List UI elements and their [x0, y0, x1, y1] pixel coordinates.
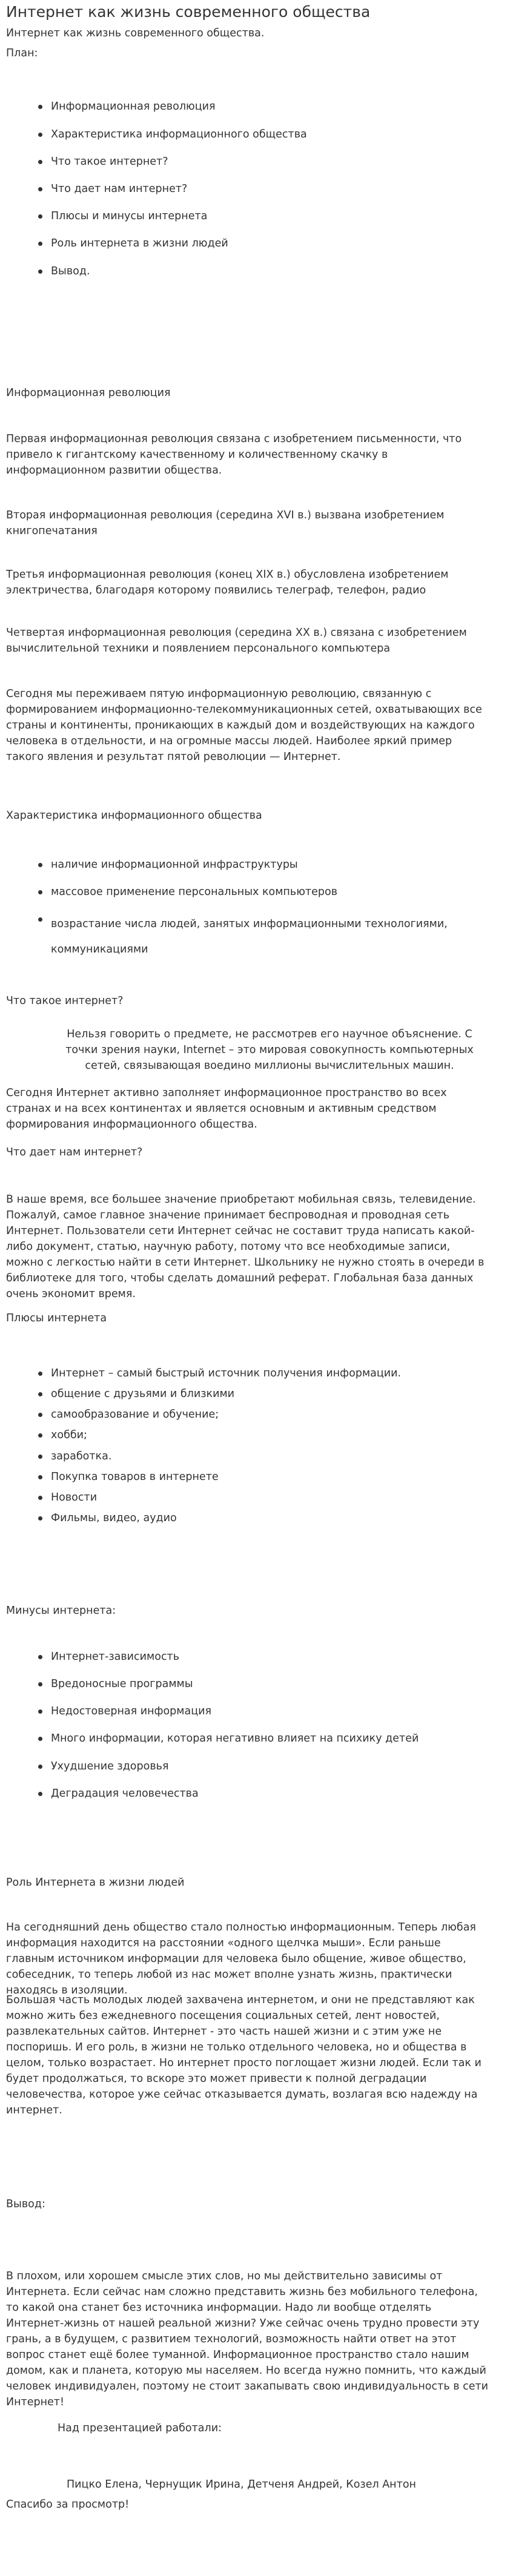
credits-names: Пицко Елена, Чернущик Ирина, Детченя Андрей, Козел Антон — [67, 2479, 416, 2491]
thanks-text: Спасибо за просмотр! — [6, 2498, 130, 2511]
paragraph: Сегодня мы переживаем пятую информационную революцию, связанную с формированием информационно-телекоммуникационных сетей, охватывающих все страны и континенты, проникающих в каждый дом и воздействующих на каждого человека в отдельности, и на огромные массы людей. Наиболее яркий пример такого явления и результат пятой революции — Интернет. — [6, 688, 482, 763]
paragraph: Вторая информационная революция (середина XVI в.) вызвана изобретением книгопечатания — [6, 509, 445, 537]
paragraph: На сегодняшний день общество стало полностью информационным. Теперь любая информация находится на расстоянии «одного щелчка мыши». Если раньше главным источником информации для человека было общение, живое общество, собеседник, то теперь любой из нас может вполне узнать жизнь, практически находясь в изоляции. — [6, 1921, 476, 1996]
paragraph: Первая информационная революция связана с изобретением письменности, что привело к гигантскому качественному и количественному скачку в информационном развитии общества. — [6, 433, 462, 477]
paragraph: Четвертая информационная революция (середина XX в.) связана с изобретением вычислительной техники и появлением персонального компьютера — [6, 627, 467, 655]
plan-item: Что дает нам интернет? — [51, 181, 499, 197]
list-item: наличие информационной инфраструктуры — [51, 857, 499, 873]
section-heading-characteristics: Характеристика информационного общества — [6, 810, 262, 822]
paragraph: Третья информационная революция (конец XIX в.) обусловлена изобретением электричества, благодаря которому появились телеграф, телефон, радио — [6, 569, 449, 596]
section-heading-cons: Минусы интернета: — [6, 1605, 116, 1617]
plan-item: Что такое интернет? — [51, 154, 499, 170]
paragraph: Сегодня Интернет активно заполняет информационное пространство во всех странах и на всех континентах и является основным и активным средством формирования информационного общества. — [6, 1087, 447, 1131]
credits-label: Над презентацией работали: — [58, 2422, 222, 2434]
section-heading-role: Роль Интернета в жизни людей — [6, 1877, 185, 1889]
paragraph: В наше время, все большее значение приобретают мобильная связь, телевидение. Пожалуй, самое главное значение принимает беспроводная и проводная сеть Интернет. Пользователи сети Интернет сейчас не составит труда написать какой-либо документ, статью, научную работу, потому что все необходимые записи, можно с легкостью найти в сети Интернет. Школьнику не нужно стоять в очереди в библиотеке для того, чтобы сделать домашний реферат. Глобальная база данных очень экономит время. — [6, 1194, 485, 1300]
plan-item: Роль интернета в жизни людей — [51, 236, 499, 251]
list-item: Фильмы, видео, аудио — [51, 1510, 499, 1526]
centered-paragraph: Нельзя говорить о предмете, не рассмотрев его научное объяснение. С точки зрения науки, Internet – это мировая совокупность компьютерных сетей, связывающая воедино миллионы вычислительных машин. — [65, 1028, 474, 1072]
list-item: массовое применение персональных компьютеров — [51, 884, 499, 900]
paragraph: Большая часть молодых людей захвачена интернетом, и они не представляют как можно жить без ежедневного посещения социальных сетей, лент новостей, развлекательных сайтов. Интернет - это часть нашей жизни и с этим уже не поспоришь. И его роль, в жизни не только отдельного человека, но и общества в целом, только возрастает. Но интернет просто поглощает жизни людей. Если так и будет продолжаться, то вскоре это может привести к полной деградации человечества, которое уже сейчас отказывается думать, возлагая всю надежду на интернет. — [6, 1994, 482, 2116]
list-item: Недостоверная информация — [51, 1703, 499, 1719]
list-item: Новости — [51, 1490, 499, 1505]
paragraph: В плохом, или хорошем смысле этих слов, но мы действительно зависимы от Интернета. Если сейчас нам сложно представить жизнь без мобильного телефона, то какой она станет без источника информации. Надо ли вообще отделять Интернет-жизнь от нашей реальной жизни? Уже сейчас очень трудно провести эту грань, а в будущем, с развитием технологий, возможность найти ответ на этот вопрос станет ещё более туманной. Информационное пространство стало нашим домом, как и планета, которую мы населяем. Но всегда нужно помнить, что каждый человек индивидуален, поэтому не стоит закапывать свою индивидуальность в сети Интернет! — [6, 2270, 489, 2408]
list-item: заработка. — [51, 1448, 499, 1464]
list-item: Интернет-зависимость — [51, 1649, 499, 1665]
list-item: возрастание числа людей, занятых информационными технологиями, коммуникациями — [51, 911, 499, 962]
list-item: самообразование и обучение; — [51, 1407, 499, 1422]
section-heading-conclusion: Вывод: — [6, 2198, 45, 2210]
plan-label: План: — [6, 47, 38, 59]
list-item: Вредоносные программы — [51, 1676, 499, 1692]
list-item: Деградация человечества — [51, 1786, 499, 1802]
page-title: Интернет как жизнь современного общества — [6, 3, 371, 21]
section-heading-what: Что такое интернет? — [6, 995, 124, 1007]
section-heading-pros: Плюсы интернета — [6, 1312, 107, 1324]
list-item: Интернет – самый быстрый источник получения информации. — [51, 1366, 499, 1381]
plan-item: Информационная революция — [51, 99, 499, 114]
plan-item: Характеристика информационного общества — [51, 127, 499, 142]
plan-item: Вывод. — [51, 263, 499, 279]
plan-item: Плюсы и минусы интернета — [51, 208, 499, 224]
list-item: Много информации, которая негативно влияет на психику детей — [51, 1731, 499, 1746]
subtitle: Интернет как жизнь современного общества. — [6, 27, 265, 39]
list-item: Покупка товаров в интернете — [51, 1469, 499, 1485]
section-heading-gives: Что дает нам интернет? — [6, 1146, 143, 1158]
section-heading-revolution: Информационная революция — [6, 387, 171, 399]
list-item: общение с друзьями и близкими — [51, 1386, 499, 1402]
list-item: Ухудшение здоровья — [51, 1759, 499, 1774]
list-item: хобби; — [51, 1427, 499, 1443]
